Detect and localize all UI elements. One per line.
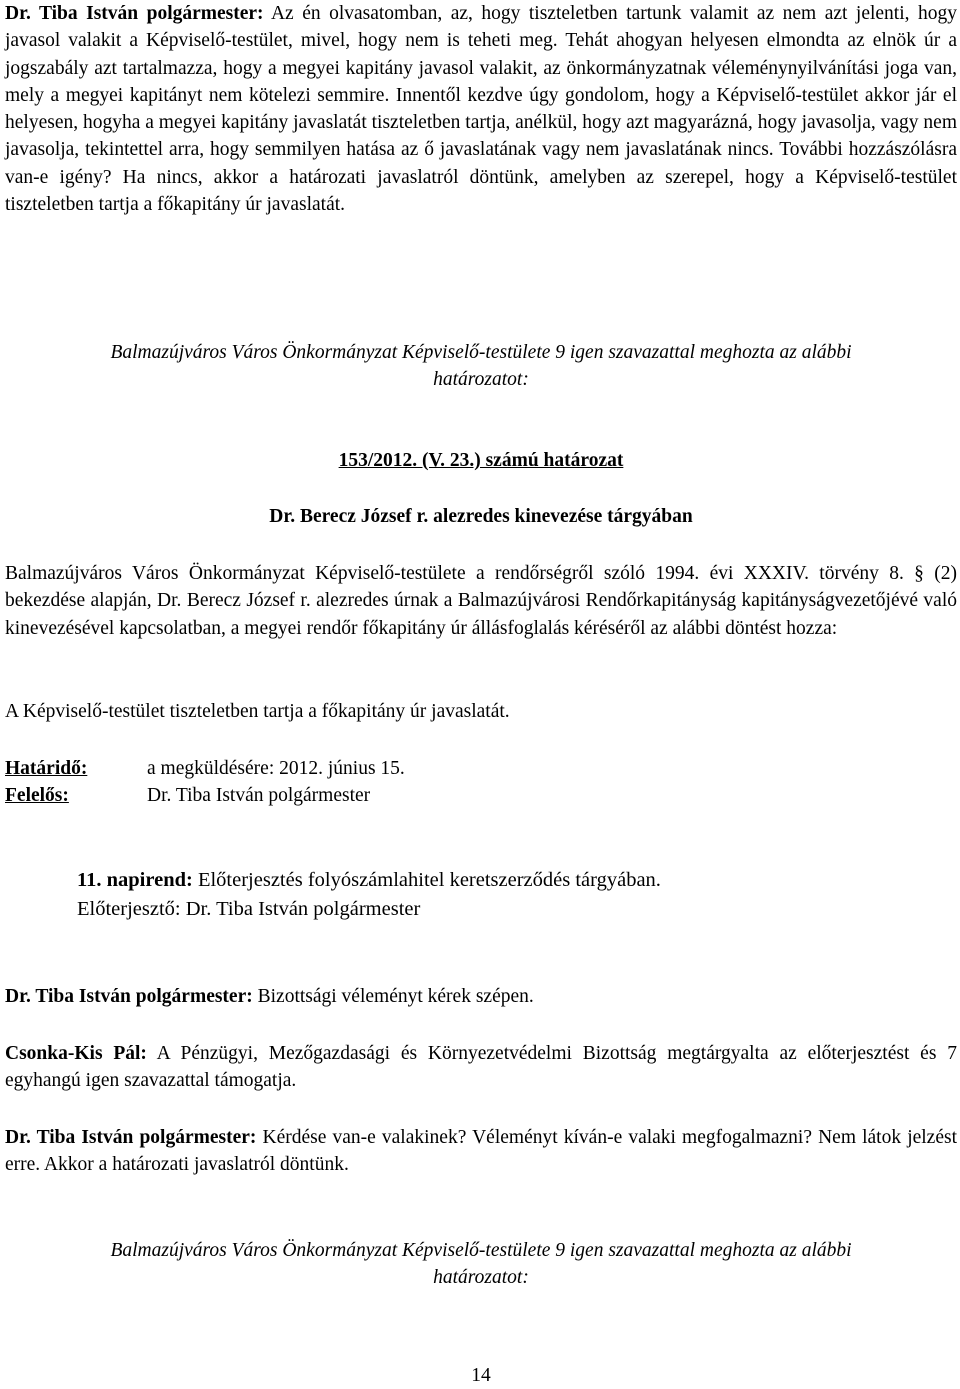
agenda-number: 11. bbox=[77, 869, 102, 891]
vote-line: határozatot: bbox=[433, 1267, 529, 1289]
responsible-value: Dr. Tiba István polgármester bbox=[147, 785, 371, 806]
vote-line: határozatot: bbox=[433, 369, 529, 391]
deadline-row bbox=[5, 755, 405, 782]
vote-statement bbox=[5, 339, 957, 394]
vote-line: Balmazújváros Város Önkormányzat Képviselő-testülete 9 igen szavazattal meghozta az alábbi bbox=[110, 1240, 852, 1261]
page-number: 14 bbox=[471, 1365, 491, 1386]
speaker-name: Dr. Tiba István polgármester: bbox=[5, 3, 264, 24]
responsible-row bbox=[5, 782, 370, 809]
speaker-name: Dr. Tiba István polgármester: bbox=[5, 986, 253, 1007]
deadline-label: Határidő: bbox=[5, 758, 88, 779]
agenda-title: Előterjesztés folyószámlahitel keretszerződés tárgyában. bbox=[197, 869, 661, 891]
paragraph-text: Az én olvasatomban, az, hogy tiszteletben tartunk valamit az nem azt jelenti, hogy javasol valakit a Képviselő-testület, mivel, hogy nem is teheti meg. Tehát ahogyan helyesen elmondta az elnök úr a jogszabály azt tartalmazza, hogy a megyei kapitány javasol valakit, az önkormányzatnak véleménynyilvánítási joga van, mely a megyei kapitányt nem kötelezi semmire. Innentől kezdve úgy gondolom, hogy a Képviselő-testület akkor jár el helyesen, hogyha a megyei kapitány javaslatát tiszteletben tartja, anélkül, hogy azt magyarázná, hogy javasolja, vagy nem javasolja, tekintettel arra, hogy semmilyen hatása az ő javaslatának vagy nem javaslatának nincs. További hozzászólásra van-e igény? Ha nincs, akkor a határozati javaslatról döntünk, amelyben az szerepel, hogy a Képviselő-testület tiszteletben tartja a főkapitány úr javaslatát. bbox=[5, 3, 957, 216]
resolution-decision: A Képviselő-testület tiszteletben tartja a főkapitány úr javaslatát. bbox=[5, 701, 510, 722]
paragraph-mayor-opinion bbox=[5, 0, 957, 218]
agenda-presenter: Előterjesztő: Dr. Tiba István polgármester bbox=[77, 898, 421, 920]
paragraph-text: Bizottsági véleményt kérek szépen. bbox=[257, 986, 534, 1007]
resolution-body: Balmazújváros Város Önkormányzat Képviselő-testülete a rendőrségről szóló 1994. évi XXXIV. törvény 8. § (2) bekezdése alapján, Dr. Berecz József r. alezredes úrnak a Balmazújvárosi Rendőrkapitányság kapitányságvezetőjévé való kinevezésével kapcsolatban, a megyei rendőr főkapitány úr állásfoglalás kéréséről az alábbi döntést hozza: bbox=[5, 563, 957, 639]
vote-statement bbox=[5, 1237, 957, 1292]
vote-line: Balmazújváros Város Önkormányzat Képviselő-testülete 9 igen szavazattal meghozta az alábbi bbox=[110, 342, 852, 363]
resolution-subject: Dr. Berecz József r. alezredes kinevezése tárgyában bbox=[269, 506, 693, 527]
speaker-name: Dr. Tiba István polgármester: bbox=[5, 1127, 257, 1148]
agenda-item bbox=[77, 866, 661, 924]
resolution-number: 153/2012. (V. 23.) számú határozat bbox=[338, 450, 624, 471]
speaker-name: Csonka-Kis Pál: bbox=[5, 1043, 147, 1064]
responsible-label: Felelős: bbox=[5, 785, 69, 806]
agenda-label: napirend: bbox=[106, 869, 193, 891]
paragraph-text: A Pénzügyi, Mezőgazdasági és Környezetvédelmi Bizottság megtárgyalta az előterjesztést és 7 egyhangú igen szavazattal támogatja. bbox=[5, 1043, 957, 1092]
paragraph-mayor-question bbox=[5, 1124, 957, 1179]
paragraph-mayor-request bbox=[5, 983, 957, 1010]
paragraph-committee-report bbox=[5, 1040, 957, 1095]
agenda-title-line bbox=[77, 866, 661, 895]
paragraph-text: Kérdése van-e valakinek? Véleményt kíván-e valaki megfogalmazni? Nem látok jelzést erre. Akkor a határozati javaslatról döntünk. bbox=[5, 1127, 957, 1176]
deadline-value: a megküldésére: 2012. június 15. bbox=[147, 758, 405, 779]
